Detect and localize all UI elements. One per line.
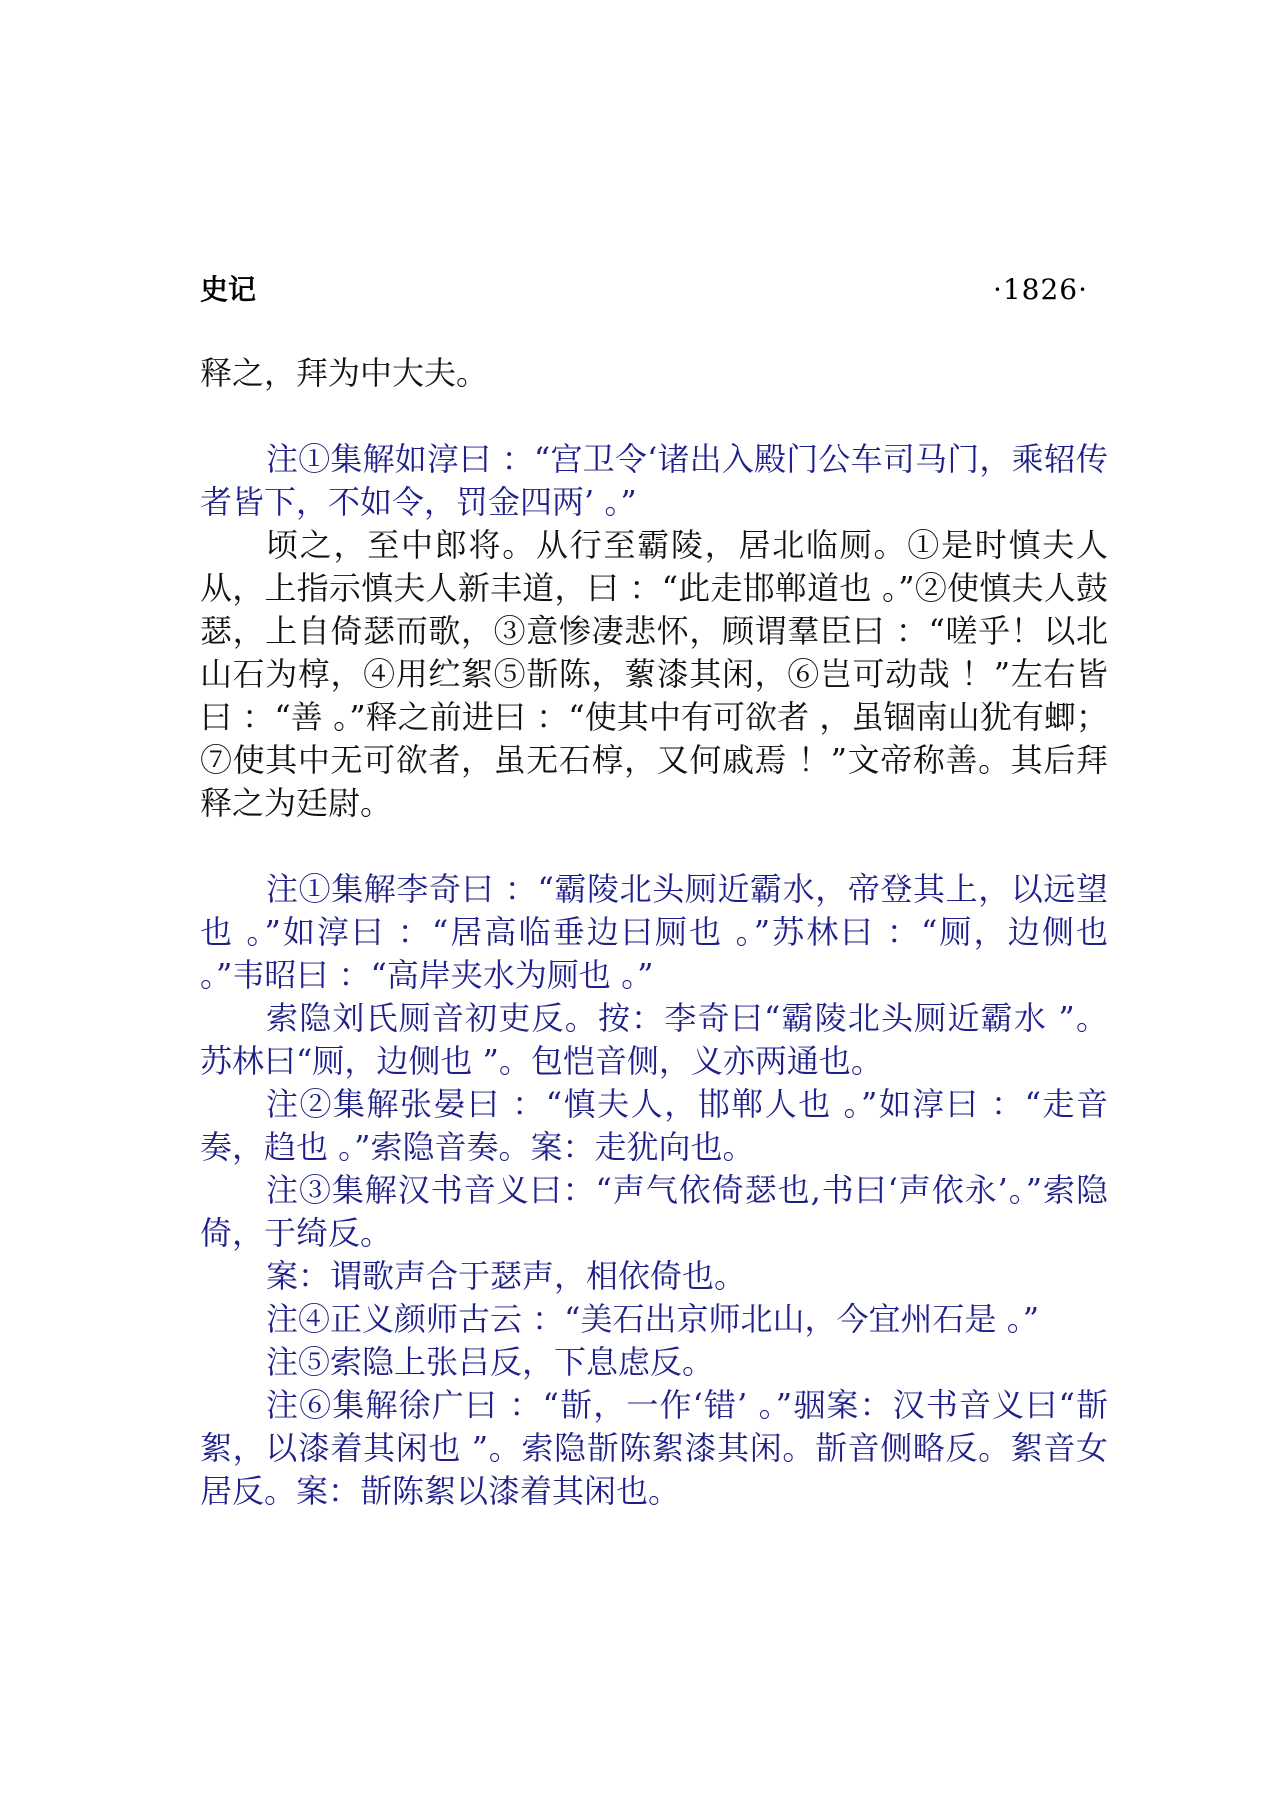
- page-number: ·1826·: [992, 273, 1088, 306]
- annotation-paragraph: 注②集解张晏曰 ：“慎夫人，邯郸人也 。”如淳曰 ：“走音奏，趋也 。”索隐音奏。案：走犹向也。: [200, 1085, 1108, 1166]
- running-header: [200, 270, 1088, 310]
- annotation-paragraph: 注③集解汉书音义曰：“声气依倚瑟也,书曰‘声依永’。”索隐倚，于绮反。: [200, 1171, 1108, 1252]
- annotation-paragraph: 注①集解如淳曰 ：“宫卫令‘诸出入殿门公车司马门，乘轺传者皆下，不如令，罚金四两’ 。”: [200, 440, 1108, 521]
- annotation-paragraph: 注⑤索隐上张吕反，下息虑反。: [266, 1343, 715, 1381]
- main-text-paragraph: 顷之，至中郎将。从行至霸陵，居北临厕。①是时慎夫人从，上指示慎夫人新丰道，曰 ：“此走邯郸道也 。”②使慎夫人鼓瑟，上自倚瑟而歌，③意惨凄悲怀，顾谓羣臣曰 ：“嗟乎！以北山石为椁，④用纻絮⑤斮陈，蕠漆其闲，⑥岂可动哉 ！”左右皆曰 ：“善 。”释之前进曰 ：“使其中有可欲者 ，虽锢南山犹有蝍；⑦使其中无可欲者，虽无石椁，又何戚焉 ！”文帝称善。其后拜释之为廷尉。: [200, 526, 1108, 822]
- annotation-paragraph: 注①集解李奇曰 ：“霸陵北头厕近霸水，帝登其上，以远望也 。”如淳曰 ：“居高临垂边曰厕也 。”苏林曰 ：“厕，边侧也 。”韦昭曰 ：“高岸夹水为厕也 。”: [200, 870, 1108, 994]
- annotation-paragraph: 索隐刘氏厕音初吏反。按：李奇曰“霸陵北头厕近霸水 ”。苏林曰“厕，边侧也 ”。包恺音侧，义亦两通也。: [200, 999, 1108, 1080]
- body-text: [200, 352, 1108, 1513]
- paragraph-gap: [200, 825, 1108, 868]
- annotation-paragraph: 注⑥集解徐广曰 ：“斮，一作‘错’ 。”骃案：汉书音义曰“斮絮，以漆着其闲也 ”。索隐斮陈絮漆其闲。斮音侧略反。絮音女居反。案：斮陈絮以漆着其闲也。: [200, 1386, 1108, 1510]
- paragraph-gap: [200, 395, 1108, 438]
- annotation-paragraph: 注④正义颜师古云 ：“美石出京师北山，今宜州石是 。”: [266, 1300, 1040, 1338]
- book-title: 史记: [200, 273, 257, 306]
- annotation-paragraph: 案：谓歌声合于瑟声，相依倚也。: [266, 1257, 747, 1295]
- main-text-paragraph: 释之，拜为中大夫。: [200, 354, 489, 392]
